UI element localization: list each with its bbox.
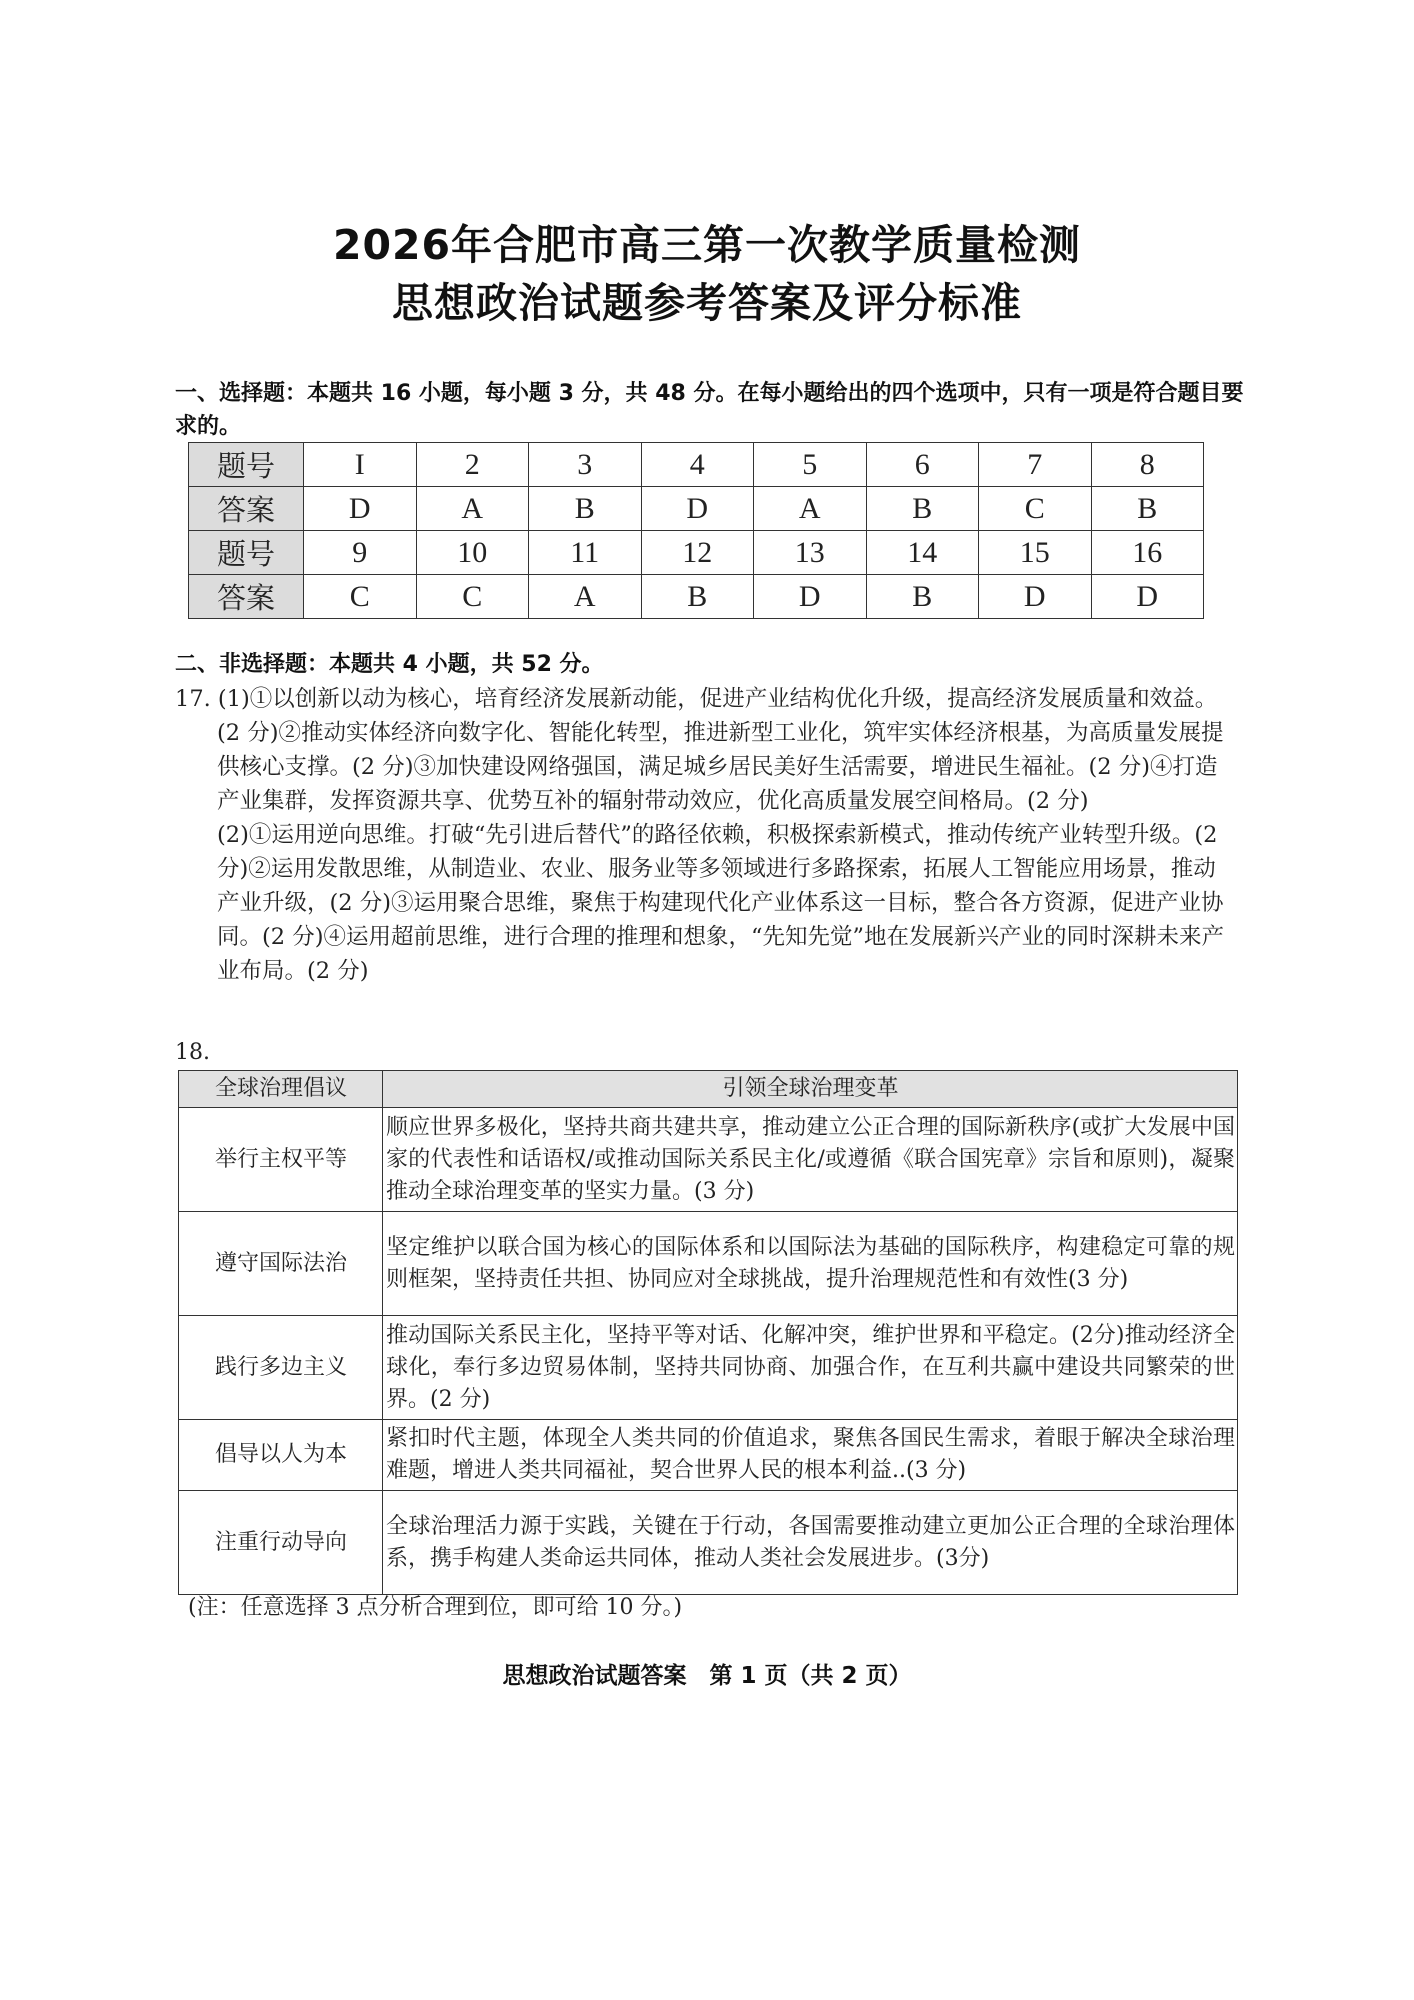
table-row <box>179 1316 1238 1420</box>
table-row <box>179 1420 1238 1491</box>
exam-title: 2026年合肥市高三第一次教学质量检测 <box>332 221 1082 269</box>
table-row <box>189 487 1204 531</box>
question-number: 8 <box>1091 443 1204 487</box>
section2-heading: 二、非选择题：本题共 4 小题，共 52 分。 <box>175 652 604 677</box>
page-footer: 思想政治试题答案 第 1 页（共 2 页） <box>502 1663 912 1689</box>
global-governance-table <box>178 1070 1238 1595</box>
answer-cell: C <box>979 487 1092 531</box>
question-number: I <box>304 443 417 487</box>
table-row <box>179 1108 1238 1212</box>
table-row <box>179 1212 1238 1316</box>
column-header: 引领全球治理变革 <box>383 1071 1238 1108</box>
multiple-choice-answer-table <box>188 442 1204 619</box>
answer-cell: B <box>529 487 642 531</box>
question-18-label: 18. <box>175 1040 210 1065</box>
answer-cell: D <box>641 487 754 531</box>
initiative-analysis: 坚定维护以联合国为核心的国际体系和以国际法为基础的国际秩序，构建稳定可靠的规则框架，坚持责任共担、协同应对全球挑战，提升治理规范性和有效性(3 分) <box>383 1212 1238 1316</box>
row-label-number: 题号 <box>189 443 304 487</box>
q17-part2: (2)①运用逆向思维。打破“先引进后替代”的路径依赖，积极探索新模式，推动传统产业转型升级。(2 分)②运用发散思维，从制造业、农业、服务业等多领域进行多路探索，拓展人工智能应用场景，推动产业升级，(2 分)③运用聚合思维，聚焦于构建现代化产业体系这一目标，整合各方资源，促进产业协同。(2 分)④运用超前思维，进行合理的推理和想象，“先知先觉”地在发展新兴产业的同时深耕未来产业布局。(2 分) <box>217 822 1225 984</box>
answer-cell: B <box>1091 487 1204 531</box>
initiative-name: 遵守国际法治 <box>179 1212 383 1316</box>
scoring-note: (注：任意选择 3 点分析合理到位，即可给 10 分。) <box>188 1595 683 1620</box>
table-header-row <box>179 1071 1238 1108</box>
answer-cell: C <box>416 575 529 619</box>
column-header: 全球治理倡议 <box>179 1071 383 1108</box>
exam-subtitle: 思想政治试题参考答案及评分标准 <box>392 279 1022 327</box>
question-number: 11 <box>529 531 642 575</box>
question-number: 3 <box>529 443 642 487</box>
question-number: 12 <box>641 531 754 575</box>
initiative-name: 倡导以人为本 <box>179 1420 383 1491</box>
row-label-answer: 答案 <box>189 575 304 619</box>
question-number: 7 <box>979 443 1092 487</box>
row-label-answer: 答案 <box>189 487 304 531</box>
initiative-analysis: 顺应世界多极化，坚持共商共建共享，推动建立公正合理的国际新秩序(或扩大发展中国家的代表性和话语权/或推动国际关系民主化/或遵循《联合国宪章》宗旨和原则)，凝聚推动全球治理变革的坚实力量。(3 分) <box>383 1108 1238 1212</box>
initiative-analysis: 紧扣时代主题，体现全人类共同的价值追求，聚焦各国民生需求，着眼于解决全球治理难题，增进人类共同福祉，契合世界人民的根本利益..(3 分) <box>383 1420 1238 1491</box>
question-number: 6 <box>866 443 979 487</box>
question-number: 10 <box>416 531 529 575</box>
question-number: 4 <box>641 443 754 487</box>
answer-cell: D <box>979 575 1092 619</box>
q17-part1: 17. (1)①以创新以动为核心，培育经济发展新动能，促进产业结构优化升级，提高经济发展质量和效益。(2 分)②推动实体经济向数字化、智能化转型，推进新型工业化，筑牢实体经济根基，为高质量发展提供核心支撑。(2 分)③加快建设网络强国，满足城乡居民美好生活需要，增进民生福祉。(2 分)④打造产业集群，发挥资源共享、优势互补的辐射带动效应，优化高质量发展空间格局。(2 分) <box>175 686 1224 814</box>
table-row <box>179 1491 1238 1595</box>
question-number: 13 <box>754 531 867 575</box>
answer-cell: D <box>1091 575 1204 619</box>
answer-cell: C <box>304 575 417 619</box>
question-number: 9 <box>304 531 417 575</box>
answer-cell: A <box>754 487 867 531</box>
initiative-name: 践行多边主义 <box>179 1316 383 1420</box>
question-17-answer <box>175 682 1235 988</box>
initiative-analysis: 全球治理活力源于实践，关键在于行动，各国需要推动建立更加公正合理的全球治理体系，携手构建人类命运共同体，推动人类社会发展进步。(3分) <box>383 1491 1238 1595</box>
question-number: 14 <box>866 531 979 575</box>
answer-cell: D <box>304 487 417 531</box>
answer-cell: D <box>754 575 867 619</box>
answer-cell: B <box>866 487 979 531</box>
answer-cell: A <box>529 575 642 619</box>
table-row <box>189 443 1204 487</box>
row-label-number: 题号 <box>189 531 304 575</box>
initiative-name: 注重行动导向 <box>179 1491 383 1595</box>
question-number: 16 <box>1091 531 1204 575</box>
answer-cell: B <box>641 575 754 619</box>
answer-cell: B <box>866 575 979 619</box>
initiative-name: 举行主权平等 <box>179 1108 383 1212</box>
question-number: 2 <box>416 443 529 487</box>
table-row <box>189 531 1204 575</box>
question-number: 5 <box>754 443 867 487</box>
section1-heading: 一、选择题：本题共 16 小题，每小题 3 分，共 48 分。在每小题给出的四个选项中，只有一项是符合题目要求的。 <box>175 381 1244 439</box>
answer-cell: A <box>416 487 529 531</box>
initiative-analysis: 推动国际关系民主化，坚持平等对话、化解冲突，维护世界和平稳定。(2分)推动经济全球化，奉行多边贸易体制，坚持共同协商、加强合作，在互利共赢中建设共同繁荣的世界。(2 分) <box>383 1316 1238 1420</box>
question-number: 15 <box>979 531 1092 575</box>
table-row <box>189 575 1204 619</box>
